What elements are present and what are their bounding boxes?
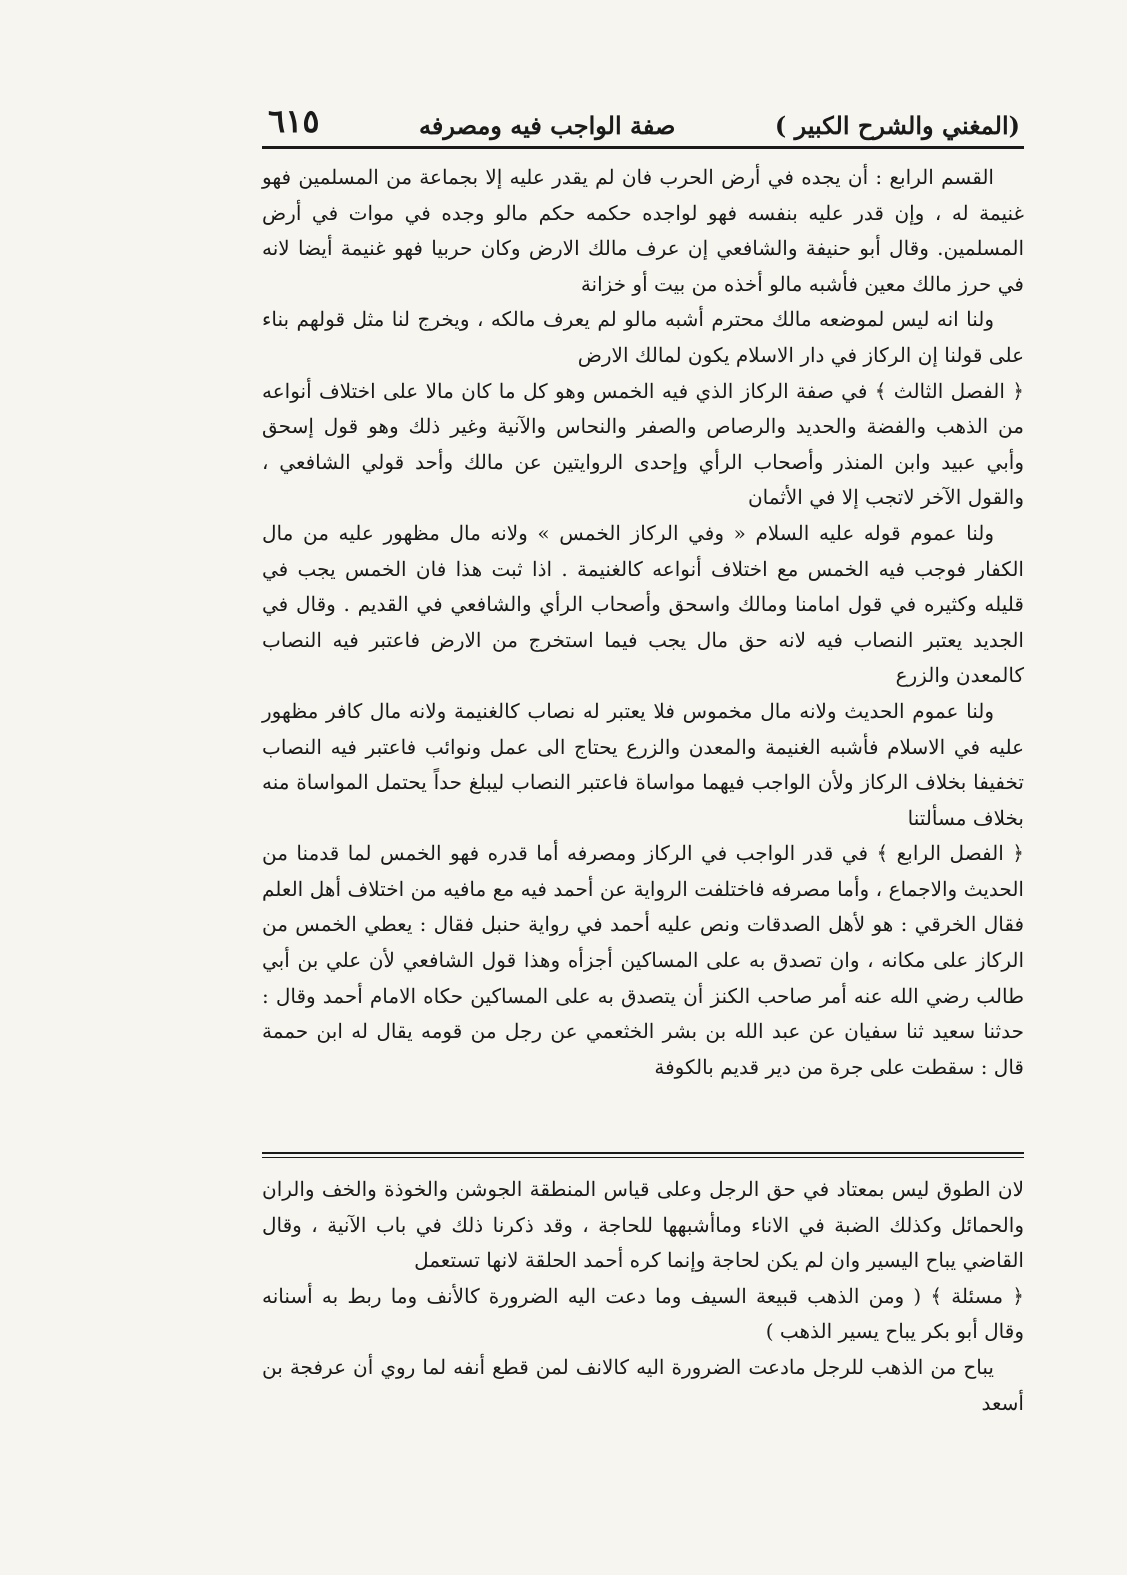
main-text xyxy=(262,160,1024,1085)
footnote-paragraph: لان الطوق ليس بمعتاد في حق الرجل وعلى قياس المنطقة الجوشن والخوذة والخف والران والحمائل وكذلك الضبة في الاناء وماأشبهها للحاجة ، وقد ذكرنا ذلك في باب الآنية ، وقال القاضي يباح اليسير وان لم يكن لحاجة وإنما كره أحمد الحلقة لانها تستعمل xyxy=(262,1177,1024,1273)
footnote-paragraph: ﴿ مسئلة ﴾ ( ومن الذهب قبيعة السيف وما دعت اليه الضرورة كالأنف وما ربط به أسنانه وقال أبو بكر يباح يسير الذهب ) xyxy=(262,1283,1024,1344)
section-title: صفة الواجب فيه ومصرفه xyxy=(419,111,676,140)
footnote-text xyxy=(262,1172,1024,1421)
book-title: (المغني والشرح الكبير ) xyxy=(774,111,1020,140)
main-paragraph: القسم الرابع : أن يجده في أرض الحرب فان لم يقدر عليه إلا بجماعة من المسلمين فهو غنيمة له ، وإن قدر عليه بنفسه فهو لواجده حكمه حكم مالو وجده في موات في أرض المسلمين. وقال أبو حنيفة والشافعي إن عرف مالك الارض وكان حربيا فهو غنيمة أيضا لانه في حرز مالك معين فأشبه مالو أخذه من بيت أو خزانة xyxy=(262,165,1024,296)
footnote-separator xyxy=(262,1152,1024,1160)
main-paragraph: ﴿ الفصل الثالث ﴾ في صفة الركاز الذي فيه الخمس وهو كل ما كان مالا على اختلاف أنواعه من الذهب والفضة والحديد والرصاص والصفر والنحاس والآنية وغير ذلك وهو قول إسحق وأبي عبيد وابن المنذر وأصحاب الرأي وإحدى الروايتين عن مالك وأحد قولي الشافعي ، والقول الآخر لاتجب إلا في الأثمان xyxy=(262,378,1024,510)
main-paragraph: ولنا انه ليس لموضعه مالك محترم أشبه مالو لم يعرف مالكه ، ويخرج لنا مثل قولهم بناء على قولنا إن الركاز في دار الاسلام يكون لمالك الارض xyxy=(262,307,1024,367)
main-paragraph: ﴿ الفصل الرابع ﴾ في قدر الواجب في الركاز ومصرفه أما قدره فهو الخمس لما قدمنا من الحديث والاجماع ، وأما مصرفه فاختلفت الرواية عن أحمد فيه مع مافيه من اختلاف أهل العلم فقال الخرقي : هو لأهل الصدقات ونص عليه أحمد في رواية حنبل فقال : يعطي الخمس من الركاز على مكانه ، وان تصدق به على المساكين أجزأه وهذا قول الشافعي لأن علي بن أبي طالب رضي الله عنه أمر صاحب الكنز أن يتصدق به على المساكين حكاه الامام أحمد وقال : حدثنا سعيد ثنا سفيان عن عبد الله بن بشر الخثعمي عن رجل من قومه يقال له ابن حممة قال : سقطت على جرة من دير قديم بالكوفة xyxy=(262,841,1024,1079)
page-number: ٦١٥ xyxy=(268,102,320,140)
page-header xyxy=(268,96,1020,140)
main-paragraph: ولنا عموم الحديث ولانه مال مخموس فلا يعتبر له نصاب كالغنيمة ولانه مال كافر مظهور عليه في الاسلام فأشبه الغنيمة والمعدن والزرع يحتاج الى عمل ونوائب فاعتبر فيه النصاب تخفيفا بخلاف الركاز ولأن الواجب فيهما مواساة فاعتبر النصاب ليبلغ حداً يحتمل المواساة منه بخلاف مسألتنا xyxy=(262,698,1024,830)
main-paragraph: ولنا عموم قوله عليه السلام « وفي الركاز الخمس » ولانه مال مظهور عليه من مال الكفار فوجب فيه الخمس مع اختلاف أنواعه كالغنيمة . اذا ثبت هذا فان الخمس يجب في قليله وكثيره في قول امامنا ومالك واسحق وأصحاب الرأي والشافعي في القديم . وقال في الجديد يعتبر النصاب فيه لانه حق مال يجب فيما استخرج من الارض فاعتبر فيه النصاب كالمعدن والزرع xyxy=(262,520,1024,688)
footnote-paragraph: يباح من الذهب للرجل مادعت الضرورة اليه كالانف لمن قطع أنفه لما روي أن عرفجة بن أسعد xyxy=(262,1354,1024,1415)
header-rule xyxy=(262,146,1024,149)
